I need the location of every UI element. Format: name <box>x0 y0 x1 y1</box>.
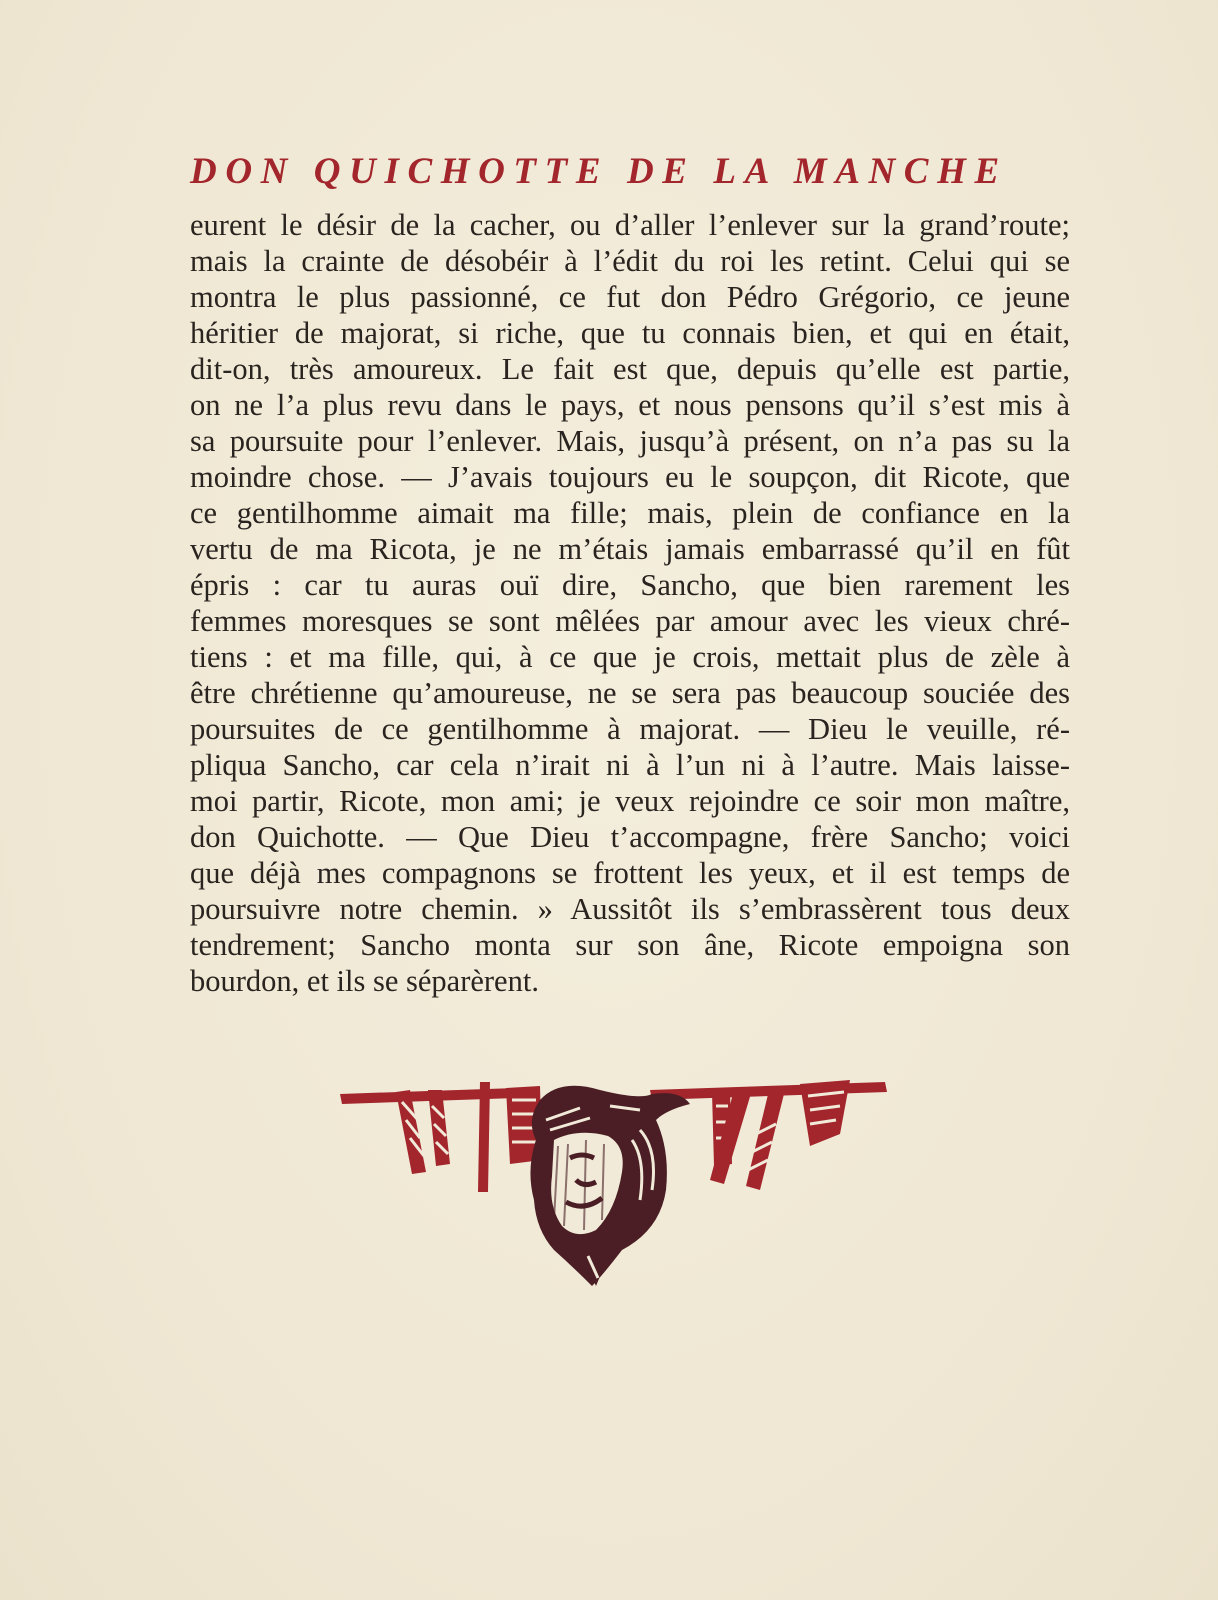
text-line: on ne l’a plus revu dans le pays, et nous pensons qu’il s’est mis à <box>190 388 1070 422</box>
text-line: héritier de majorat, si riche, que tu connais bien, et qui en était, <box>190 316 1070 350</box>
text-line: femmes moresques se sont mêlées par amour avec les vieux chré- <box>190 604 1070 638</box>
text-line: bourdon, et ils se séparèrent. <box>190 964 539 998</box>
text-line: épris : car tu auras ouï dire, Sancho, que bien rarement les <box>190 568 1070 602</box>
text-line: eurent le désir de la cacher, ou d’aller l’enlever sur la grand’route; <box>190 208 1070 242</box>
text-line: ce gentilhomme aimait ma fille; mais, plein de confiance en la <box>190 496 1070 530</box>
text-line: dit-on, très amoureux. Le fait est que, depuis qu’elle est partie, <box>190 352 1070 386</box>
text-line: vertu de ma Ricota, je ne m’étais jamais embarrassé qu’il en fût <box>190 532 1070 566</box>
running-head: DON QUICHOTTE DE LA MANCHE <box>190 151 1008 192</box>
text-line: montra le plus passionné, ce fut don Pédro Grégorio, ce jeune <box>190 280 1070 314</box>
text-line: poursuites de ce gentilhomme à majorat. — Dieu le veuille, ré- <box>190 712 1070 746</box>
text-line: mais la crainte de désobéir à l’édit du roi les retint. Celui qui se <box>190 244 1070 278</box>
text-line: sa poursuite pour l’enlever. Mais, jusqu’à présent, on n’a pas su la <box>190 424 1070 458</box>
text-line: moi partir, Ricote, mon ami; je veux rejoindre ce soir mon maître, <box>190 784 1070 818</box>
text-line: poursuivre notre chemin. » Aussitôt ils s’embrassèrent tous deux <box>190 892 1070 926</box>
text-line: pliqua Sancho, car cela n’irait ni à l’un ni à l’autre. Mais laisse- <box>190 748 1070 782</box>
text-line: moindre chose. — J’avais toujours eu le soupçon, dit Ricote, que <box>190 460 1070 494</box>
text-line: tendrement; Sancho monta sur son âne, Ricote empoigna son <box>190 928 1070 962</box>
body-text <box>190 207 1070 999</box>
text-line: que déjà mes compagnons se frottent les yeux, et il est temps de <box>190 856 1070 890</box>
text-line: tiens : et ma fille, qui, à ce que je crois, mettait plus de zèle à <box>190 640 1070 674</box>
text-line: être chrétienne qu’amoureuse, ne se sera pas beaucoup souciée des <box>190 676 1070 710</box>
text-line: don Quichotte. — Que Dieu t’accompagne, frère Sancho; voici <box>190 820 1070 854</box>
woodcut-ornament-icon <box>340 1080 900 1290</box>
